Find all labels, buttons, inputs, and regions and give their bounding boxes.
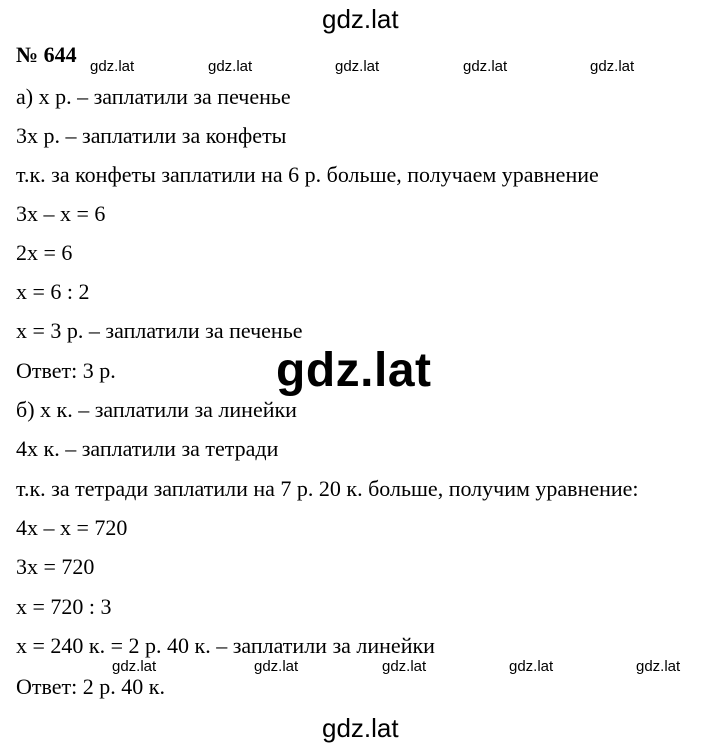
watermark-center: gdz.lat [276, 344, 432, 397]
watermark-small: gdz.lat [254, 658, 299, 675]
answer-line: Ответ: 2 р. 40 к. [16, 674, 165, 699]
problem-number: № 644 [16, 42, 77, 67]
watermark-top: gdz.lat [322, 4, 399, 34]
answer-line: Ответ: 3 р. [16, 358, 116, 383]
watermark-small: gdz.lat [208, 58, 253, 75]
solution-line: 4x к. – заплатили за тетради [16, 436, 279, 461]
equation-line: x = 720 : 3 [16, 594, 112, 619]
solution-line: т.к. за конфеты заплатили на 6 р. больше, получаем уравнение [16, 162, 599, 187]
equation-line: 3x – x = 6 [16, 201, 106, 226]
watermark-small: gdz.lat [463, 58, 508, 75]
watermark-small: gdz.lat [590, 58, 635, 75]
watermark-small: gdz.lat [112, 658, 157, 675]
watermark-small: gdz.lat [335, 58, 380, 75]
equation-line: x = 6 : 2 [16, 279, 90, 304]
solution-line: а) x р. – заплатили за печенье [16, 84, 291, 109]
watermark-small: gdz.lat [90, 58, 135, 75]
watermark-bottom: gdz.lat [322, 713, 399, 743]
watermark-small: gdz.lat [382, 658, 427, 675]
equation-line: x = 3 р. – заплатили за печенье [16, 318, 303, 343]
watermark-small: gdz.lat [636, 658, 681, 675]
equation-line: 2x = 6 [16, 240, 73, 265]
equation-line: 4x – x = 720 [16, 515, 128, 540]
solution-line: 3x р. – заплатили за конфеты [16, 123, 287, 148]
equation-line: x = 240 к. = 2 р. 40 к. – заплатили за линейки [16, 633, 435, 658]
watermark-small: gdz.lat [509, 658, 554, 675]
solution-line: б) x к. – заплатили за линейки [16, 397, 297, 422]
equation-line: 3x = 720 [16, 554, 95, 579]
solution-line: т.к. за тетради заплатили на 7 р. 20 к. больше, получим уравнение: [16, 476, 639, 501]
